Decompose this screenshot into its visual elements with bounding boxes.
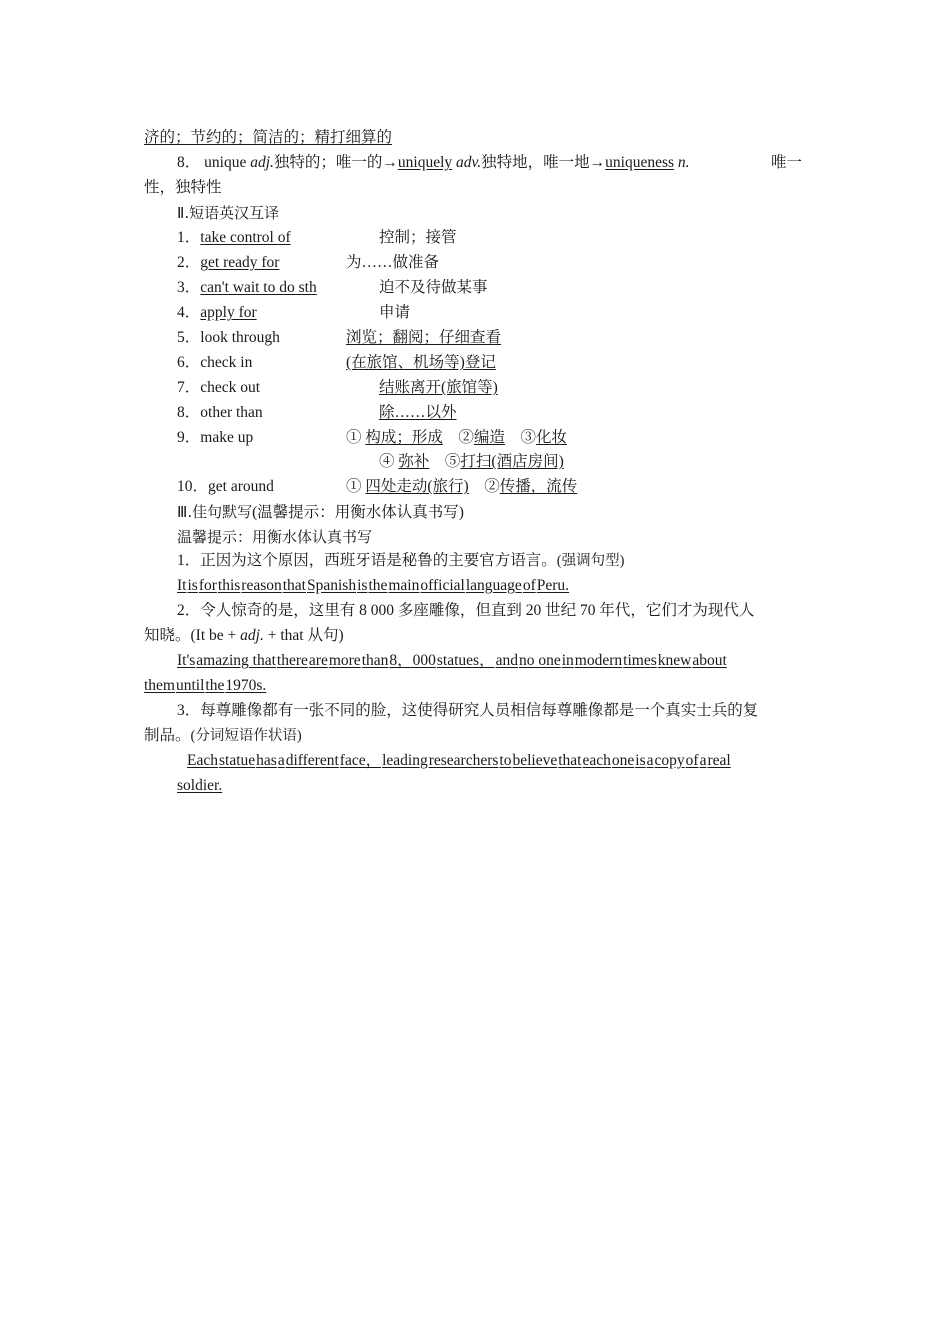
answer-word: each — [582, 752, 611, 769]
answer-word: to — [499, 752, 512, 769]
answer-word: has — [256, 752, 277, 769]
answer-blank: can't wait to do sth — [200, 279, 317, 296]
answer-word: a — [699, 752, 707, 769]
answer-word: soldier. — [177, 777, 223, 794]
answer-word: this — [217, 577, 241, 594]
answer-blank: (在旅馆、机场等)登记 — [346, 354, 496, 371]
vocab-item-8: 8． unique adj.独特的；唯一的→uniquely adv.独特地，唯一地→uniqueness n. — [177, 154, 690, 171]
sentence-2-prompt-continued: 知晓。(It be + adj. + that 从句) — [144, 627, 344, 644]
phrase-item-7-zh — [379, 378, 498, 398]
answer-blank: 四处走动(旅行) — [365, 478, 469, 495]
answer-blank: 弥补 — [398, 453, 430, 470]
phrase-item-5: 5．look through — [177, 329, 280, 346]
phrase-item-3-zh: 迫不及待做某事 — [379, 279, 488, 296]
answer-word: It's — [177, 652, 196, 669]
answer-word: no one — [518, 652, 561, 669]
sentence-1-prompt: 1．正因为这个原因，西班牙语是秘鲁的主要官方语言。(强调句型) — [177, 552, 625, 569]
answer-blank: 浏览；翻阅；仔细查看 — [346, 329, 502, 346]
answer-word: is — [357, 577, 368, 594]
answer-word: one — [611, 752, 635, 769]
answer-word: 8，000 — [389, 652, 436, 669]
answer-word: real — [707, 752, 731, 769]
phrase-item-6: 6．check in — [177, 354, 253, 371]
answer-word: of — [522, 577, 536, 594]
answer-blank: 构成；形成 — [365, 429, 443, 446]
answer-word: statues， — [436, 652, 495, 669]
phrase-item-1: 1．take control of — [177, 229, 291, 246]
sentence-3-answer — [187, 751, 732, 771]
answer-word: main — [388, 577, 420, 594]
phrase-item-2: 2．get ready for — [177, 254, 280, 271]
answer-blank: 结账离开(旅馆等) — [379, 379, 498, 396]
answer-word: more — [328, 652, 361, 669]
answer-word: leading — [382, 752, 428, 769]
answer-word: copy — [654, 752, 685, 769]
arrow-icon: → — [589, 154, 606, 171]
answer-word: is — [635, 752, 646, 769]
answer-word: It — [177, 577, 187, 594]
answer-word: amazing that — [196, 652, 276, 669]
vocab-item-8-meaning-end: 唯一 — [771, 154, 803, 171]
answer-word: knew — [657, 652, 692, 669]
answer-word: in — [561, 652, 574, 669]
sentence-2-answer-continued — [144, 676, 267, 696]
sentence-3-answer-continued — [177, 776, 223, 796]
grammar-hint: (分词短语作状语) — [190, 728, 302, 744]
answer-blank: take control of — [200, 229, 291, 246]
section-heading-phrases: Ⅱ.短语英汉互译 — [177, 204, 280, 222]
answer-word: Spanish — [307, 577, 357, 594]
phrase-item-10: 10．get around — [177, 478, 274, 495]
grammar-hint: (强调句型) — [556, 553, 625, 569]
answer-word: different — [285, 752, 339, 769]
answer-word: are — [308, 652, 328, 669]
phrase-item-9-zh-line2: ④ 弥补 ⑤打扫(酒店房间) — [379, 453, 564, 470]
answer-word: than — [361, 652, 389, 669]
answer-word: the — [205, 677, 225, 694]
answer-blank: 除……以外 — [379, 404, 457, 421]
phrase-item-9-zh-line1: ① 构成；形成 ②编造 ③化妆 — [346, 429, 567, 446]
answer-word: researchers — [428, 752, 499, 769]
answer-blank: uniquely — [397, 154, 453, 171]
answer-word: that — [558, 752, 582, 769]
vocab-item-8-continued: 性，独特性 — [144, 179, 222, 196]
phrase-item-6-zh — [346, 353, 496, 373]
answer-word: believe — [512, 752, 558, 769]
answer-word: of — [685, 752, 699, 769]
answer-word: a — [277, 752, 285, 769]
answer-blank: 打扫(酒店房间) — [460, 453, 564, 470]
prev-item-tail — [144, 128, 392, 148]
answer-blank: get ready for — [200, 254, 280, 271]
answer-word: modern — [574, 652, 623, 669]
answer-word: official — [420, 577, 465, 594]
grammar-hint: (It be + adj. + that 从句) — [190, 627, 344, 644]
answer-word: face， — [339, 752, 382, 769]
answer-word: them — [144, 677, 175, 694]
answer-blank: apply for — [200, 304, 257, 321]
answer-word: Peru. — [536, 577, 570, 594]
phrase-item-1-zh: 控制；接管 — [379, 229, 457, 246]
sentence-2-prompt: 2．令人惊奇的是，这里有 8 000 多座雕像，但直到 20 世纪 70 年代，它们才为现代人 — [177, 602, 755, 619]
answer-word: Each — [187, 752, 218, 769]
answer-word: statue — [218, 752, 256, 769]
answer-blank: 编造 — [473, 429, 505, 446]
phrase-item-4-zh: 申请 — [379, 304, 411, 321]
phrase-item-10-zh: ① 四处走动(旅行) ②传播，流传 — [346, 478, 578, 495]
answer-word: about — [692, 652, 727, 669]
answer-word: language — [465, 577, 522, 594]
phrase-item-8: 8．other than — [177, 404, 263, 421]
answer-word: reason — [241, 577, 282, 594]
answer-word: is — [187, 577, 198, 594]
sentence-1-answer — [177, 576, 570, 596]
answer-word: the — [368, 577, 388, 594]
answer-blank: 济的；节约的；简洁的；精打细算的 — [144, 129, 393, 146]
answer-word: times — [623, 652, 657, 669]
sentence-3-prompt: 3．每尊雕像都有一张不同的脸，这使得研究人员相信每尊雕像都是一个真实士兵的复 — [177, 702, 759, 719]
sentence-2-answer — [177, 651, 728, 671]
sentence-3-prompt-continued: 制品。(分词短语作状语) — [144, 727, 302, 744]
phrase-item-9: 9．make up — [177, 429, 254, 446]
answer-word: there — [276, 652, 308, 669]
phrase-item-8-zh — [379, 403, 457, 423]
answer-word: until — [176, 677, 205, 694]
phrase-item-7: 7．check out — [177, 379, 261, 396]
answer-blank: uniqueness — [605, 154, 675, 171]
arrow-icon: → — [382, 154, 398, 171]
answer-blank: 化妆 — [535, 429, 567, 446]
writing-tip: 温馨提示：用衡水体认真书写 — [177, 528, 373, 546]
answer-word: for — [198, 577, 217, 594]
phrase-item-2-zh: 为……做准备 — [346, 254, 440, 271]
answer-word: 1970s. — [225, 677, 267, 694]
answer-word: that — [282, 577, 306, 594]
answer-word: and — [495, 652, 518, 669]
section-heading-sentences: Ⅲ.佳句默写(温馨提示：用衡水体认真书写) — [177, 503, 464, 521]
phrase-item-5-zh — [346, 328, 501, 348]
phrase-item-4: 4．apply for — [177, 304, 257, 321]
answer-blank: 传播，流传 — [499, 478, 578, 495]
phrase-item-3: 3．can't wait to do sth — [177, 279, 317, 296]
answer-word: a — [646, 752, 654, 769]
